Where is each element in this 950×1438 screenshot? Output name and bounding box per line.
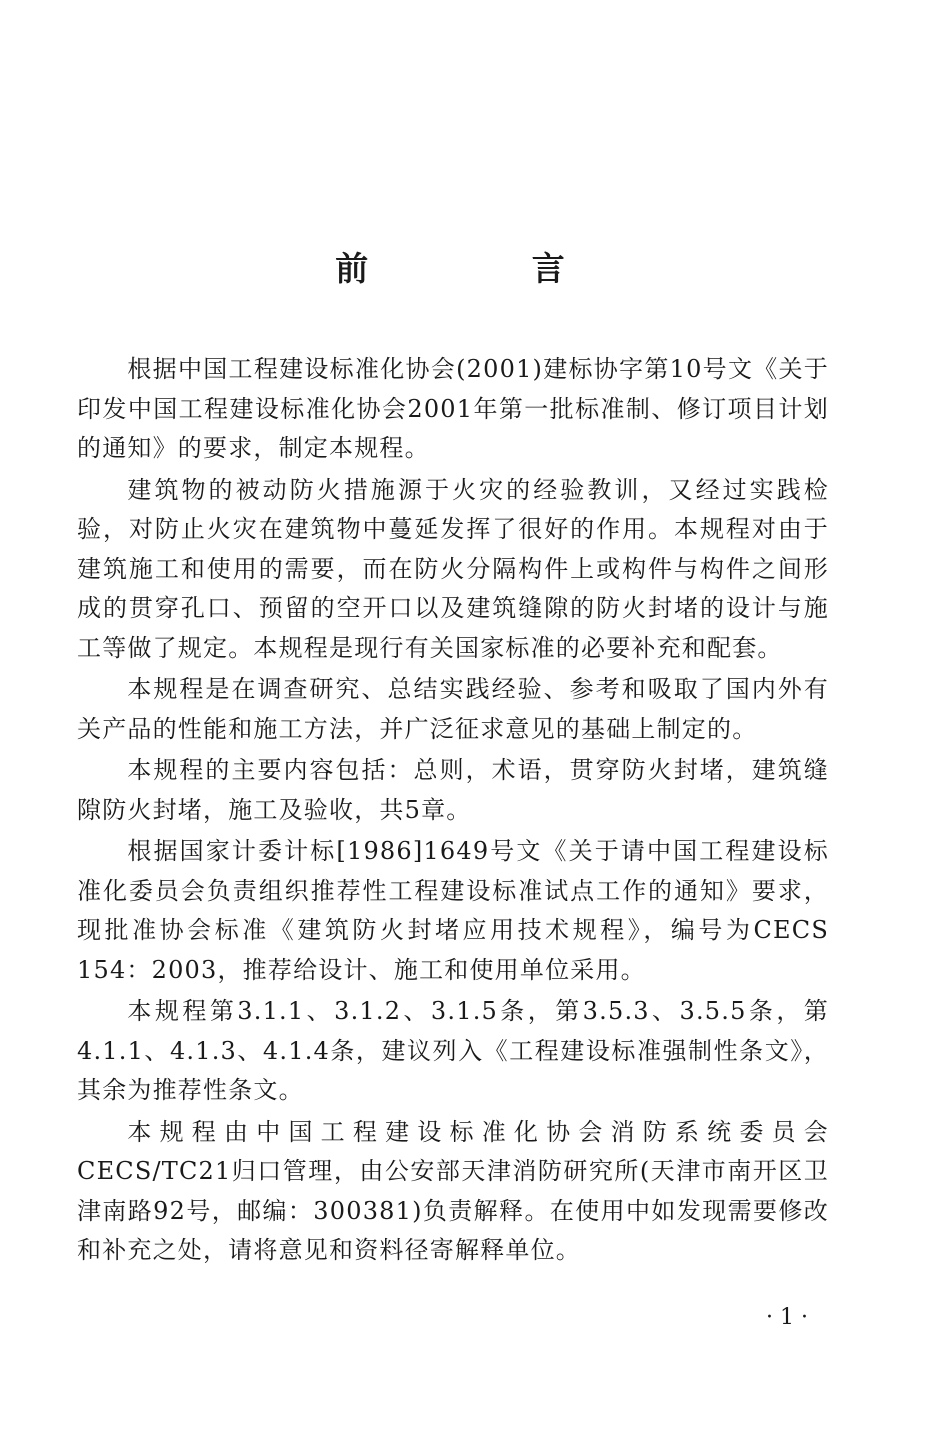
paragraph-1: 根据中国工程建设标准化协会(2001)建标协字第10号文《关于印发中国工程建设标准化协会2001年第一批标准制、修订项目计划的通知》的要求，制定本规程。 — [77, 355, 829, 462]
paragraph-5: 根据国家计委计标[1986]1649号文《关于请中国工程建设标准化委员会负责组织推荐性工程建设标准试点工作的通知》要求，现批准协会标准《建筑防火封堵应用技术规程》，编号为CECS 154：2003，推荐给设计、施工和使用单位采用。 — [77, 837, 829, 984]
paragraph-7: 本规程由中国工程建设标准化协会消防系统委员会CECS/TC21归口管理，由公安部天津消防研究所(天津市南开区卫津南路92号，邮编：300381)负责解释。在使用中如发现需要修改和补充之处，请将意见和资料径寄解释单位。 — [77, 1117, 829, 1264]
paragraph-2: 建筑物的被动防火措施源于火灾的经验教训，又经过实践检验，对防止火灾在建筑物中蔓延发挥了很好的作用。本规程对由于建筑施工和使用的需要，而在防火分隔构件上或构件与构件之间形成的贯穿孔口、预留的空开口以及建筑缝隙的防火封堵的设计与施工等做了规定。本规程是现行有关国家标准的必要补充和配套。 — [77, 475, 829, 662]
page-title: 前 言 — [335, 249, 641, 289]
body-text — [77, 350, 829, 1273]
paragraph-3: 本规程是在调查研究、总结实践经验、参考和吸取了国内外有关产品的性能和施工方法，并广泛征求意见的基础上制定的。 — [77, 675, 829, 743]
paragraph-4: 本规程的主要内容包括：总则，术语，贯穿防火封堵，建筑缝隙防火封堵，施工及验收，共5章。 — [77, 756, 829, 824]
page-number: · 1 · — [766, 1305, 808, 1330]
paragraph-6: 本规程第3.1.1、3.1.2、3.1.5条，第3.5.3、3.5.5条，第4.1.1、4.1.3、4.1.4条，建议列入《工程建设标准强制性条文》，其余为推荐性条文。 — [77, 997, 829, 1104]
